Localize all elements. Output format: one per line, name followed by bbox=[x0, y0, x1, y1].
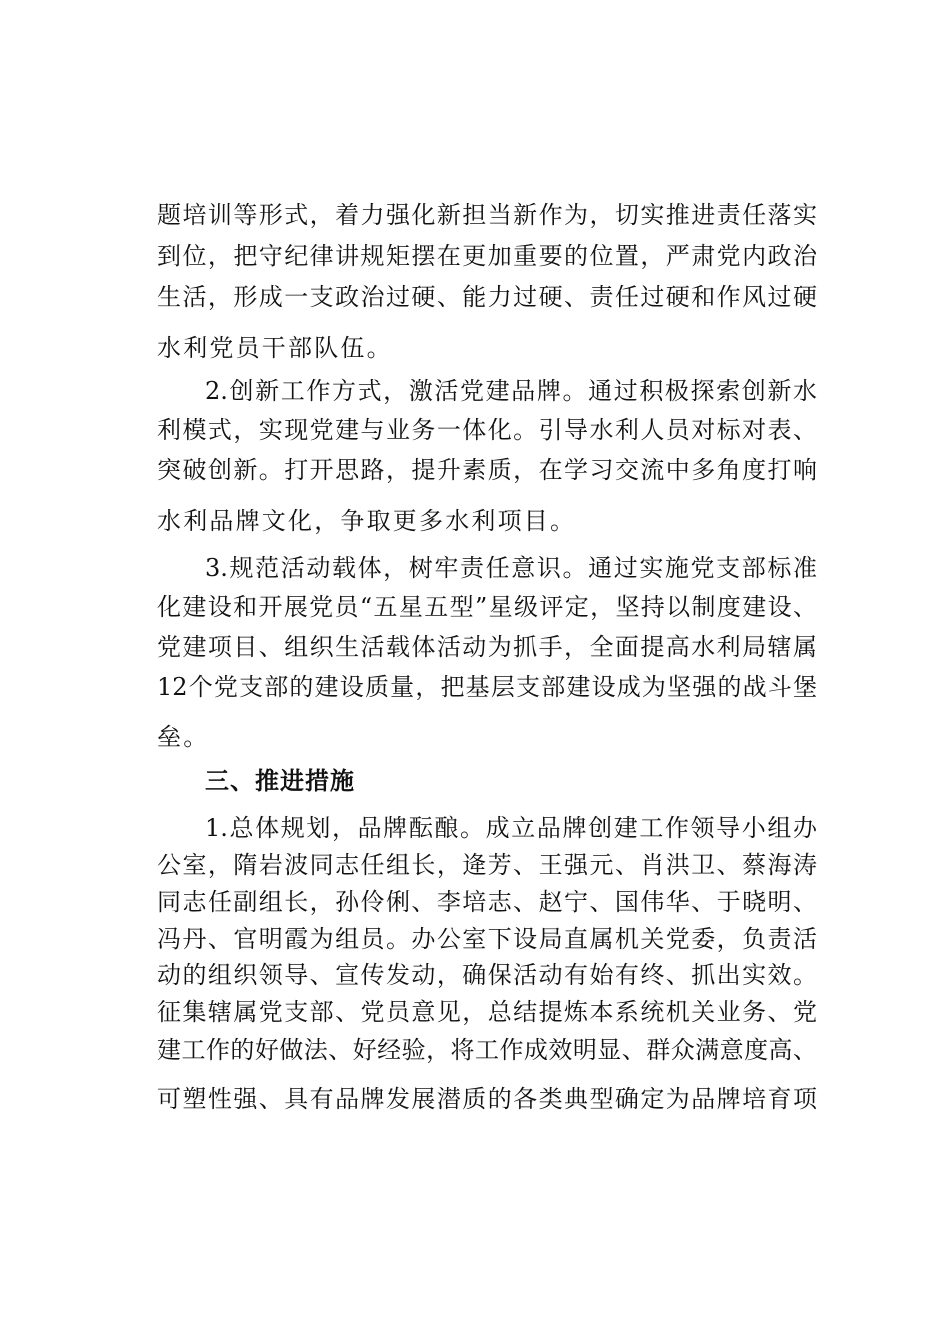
text-line: 生活，形成一支政治过硬、能力过硬、责任过硬和作风过硬 bbox=[157, 283, 817, 311]
text-line: 水利党员干部队伍。 bbox=[157, 334, 393, 362]
text-line: 建工作的好做法、好经验，将工作成效明显、群众满意度高、 bbox=[157, 1036, 817, 1064]
text-line: 12个党支部的建设质量，把基层支部建设成为坚强的战斗堡 bbox=[157, 673, 817, 701]
text-line: 冯丹、官明霞为组员。办公室下设局直属机关党委，负责活 bbox=[157, 925, 817, 953]
text-line: 到位，把守纪律讲规矩摆在更加重要的位置，严肃党内政治 bbox=[157, 242, 817, 270]
text-line: 动的组织领导、宣传发动，确保活动有始有终、抓出实效。 bbox=[157, 961, 817, 989]
text-line: 3.规范活动载体，树牢责任意识。通过实施党支部标准 bbox=[205, 554, 817, 582]
text-line: 2.创新工作方式，激活党建品牌。通过积极探索创新水 bbox=[205, 377, 817, 405]
text-line: 利模式，实现党建与业务一体化。引导水利人员对标对表、 bbox=[157, 416, 817, 444]
text-line: 水利品牌文化，争取更多水利项目。 bbox=[157, 507, 577, 535]
text-line: 公室，隋岩波同志任组长，逄芳、王强元、肖洪卫、蔡海涛 bbox=[157, 851, 817, 879]
text-line: 党建项目、组织生活载体活动为抓手，全面提高水利局辖属 bbox=[157, 633, 817, 661]
text-line: 征集辖属党支部、党员意见，总结提炼本系统机关业务、党 bbox=[157, 998, 817, 1026]
text-line: 化建设和开展党员“五星五型”星级评定，坚持以制度建设、 bbox=[157, 593, 817, 621]
text-line: 题培训等形式，着力强化新担当新作为，切实推进责任落实 bbox=[157, 201, 817, 229]
text-line: 同志任副组长，孙伶俐、李培志、赵宁、国伟华、于晓明、 bbox=[157, 888, 817, 916]
text-line: 垒。 bbox=[157, 723, 210, 751]
text-line: 1.总体规划，品牌酝酿。成立品牌创建工作领导小组办 bbox=[205, 814, 817, 842]
text-line: 突破创新。打开思路，提升素质，在学习交流中多角度打响 bbox=[157, 456, 817, 484]
section-heading: 三、推进措施 bbox=[205, 767, 355, 795]
text-line: 可塑性强、具有品牌发展潜质的各类典型确定为品牌培育项 bbox=[157, 1085, 817, 1113]
